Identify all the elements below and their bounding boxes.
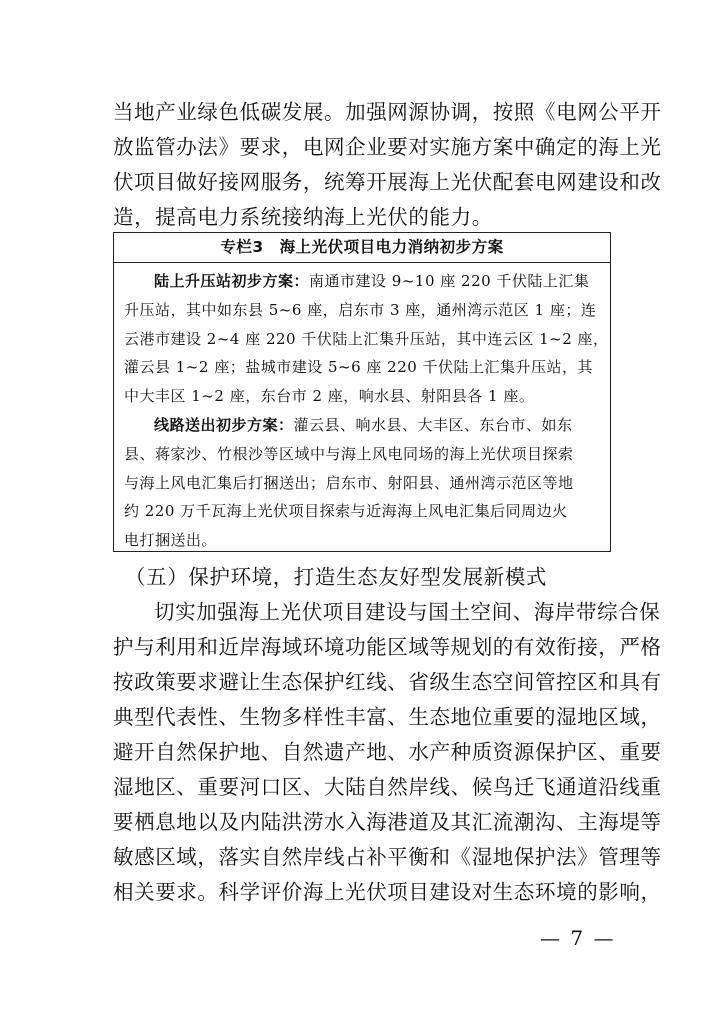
box-line: 升压站，其中如东县 5~6 座，启东市 3 座，通州湾示范区 1 座；连: [124, 300, 597, 319]
section-line: 典型代表性、生物多样性丰富、生态地位重要的湿地区域，: [113, 705, 662, 729]
section-line: 相关要求。科学评价海上光伏项目建设对生态环境的影响，: [113, 880, 662, 904]
box-line: [124, 411, 600, 440]
line-export-heading: 线路送出初步方案：: [154, 415, 294, 434]
box-line: 约 220 万千瓦海上光伏项目探索与近海海上风电汇集后同周边火: [124, 502, 568, 521]
column-box-title: 专栏3 海上光伏项目电力消纳初步方案: [114, 233, 610, 263]
section-line: 敏感区域，落实自然岸线占补平衡和《湿地保护法》管理等: [113, 845, 662, 869]
column-box-body: [114, 263, 610, 555]
box-text: 南通市建设 9~10 座 220 千伏陆上汇集: [309, 272, 590, 290]
section-five: [113, 560, 662, 910]
box-line: 云港市建设 2~4 座 220 千伏陆上汇集升压站，其中连云区 1~2 座，: [124, 329, 609, 348]
box-line: [124, 267, 600, 296]
page-number: — 7 —: [540, 926, 616, 950]
section-heading: （五）保护环境，打造生态友好型发展新模式: [125, 565, 547, 589]
box-line: 与海上风电汇集后打捆送出；启东市、射阳县、通州湾示范区等地: [124, 473, 574, 492]
intro-line: 造，提高电力系统接纳海上光伏的能力。: [113, 205, 493, 229]
section-line: 避开自然保护地、自然遗产地、水产种质资源保护区、重要: [113, 740, 662, 764]
section-line: 切实加强海上光伏项目建设与国土空间、海岸带综合保: [154, 600, 661, 624]
section-line: 护与利用和近岸海域环境功能区域等规划的有效衔接，严格: [113, 635, 662, 659]
intro-paragraph: [113, 95, 662, 235]
intro-line: 当地产业绿色低碳发展。加强网源协调，按照《电网公平开: [113, 100, 662, 124]
intro-line: 伏项目做好接网服务，统筹开展海上光伏配套电网建设和改: [113, 170, 662, 194]
column-box: [113, 232, 611, 552]
onshore-station-heading: 陆上升压站初步方案：: [154, 272, 310, 290]
box-line: 灌云县 1~2 座；盐城市建设 5~6 座 220 千伏陆上汇集升压站，其: [124, 358, 594, 377]
box-line: 县、蒋家沙、竹根沙等区域中与海上风电同场的海上光伏项目探索: [124, 444, 574, 463]
section-line: 按政策要求避让生态保护红线、省级生态空间管控区和具有: [113, 670, 662, 694]
box-line: 中大丰区 1~2 座，东台市 2 座，响水县、射阳县各 1 座。: [124, 387, 535, 406]
section-line: 湿地区、重要河口区、大陆自然岸线、候鸟迁飞通道沿线重: [113, 775, 662, 799]
section-line: 要栖息地以及内陆洪涝水入海港道及其汇流潮沟、主海堤等: [113, 810, 662, 834]
box-text: 灌云县、响水县、大丰区、东台市、如东: [293, 415, 573, 434]
intro-line: 放监管办法》要求，电网企业要对实施方案中确定的海上光: [113, 135, 662, 159]
box-line: 电打捆送出。: [124, 531, 218, 550]
